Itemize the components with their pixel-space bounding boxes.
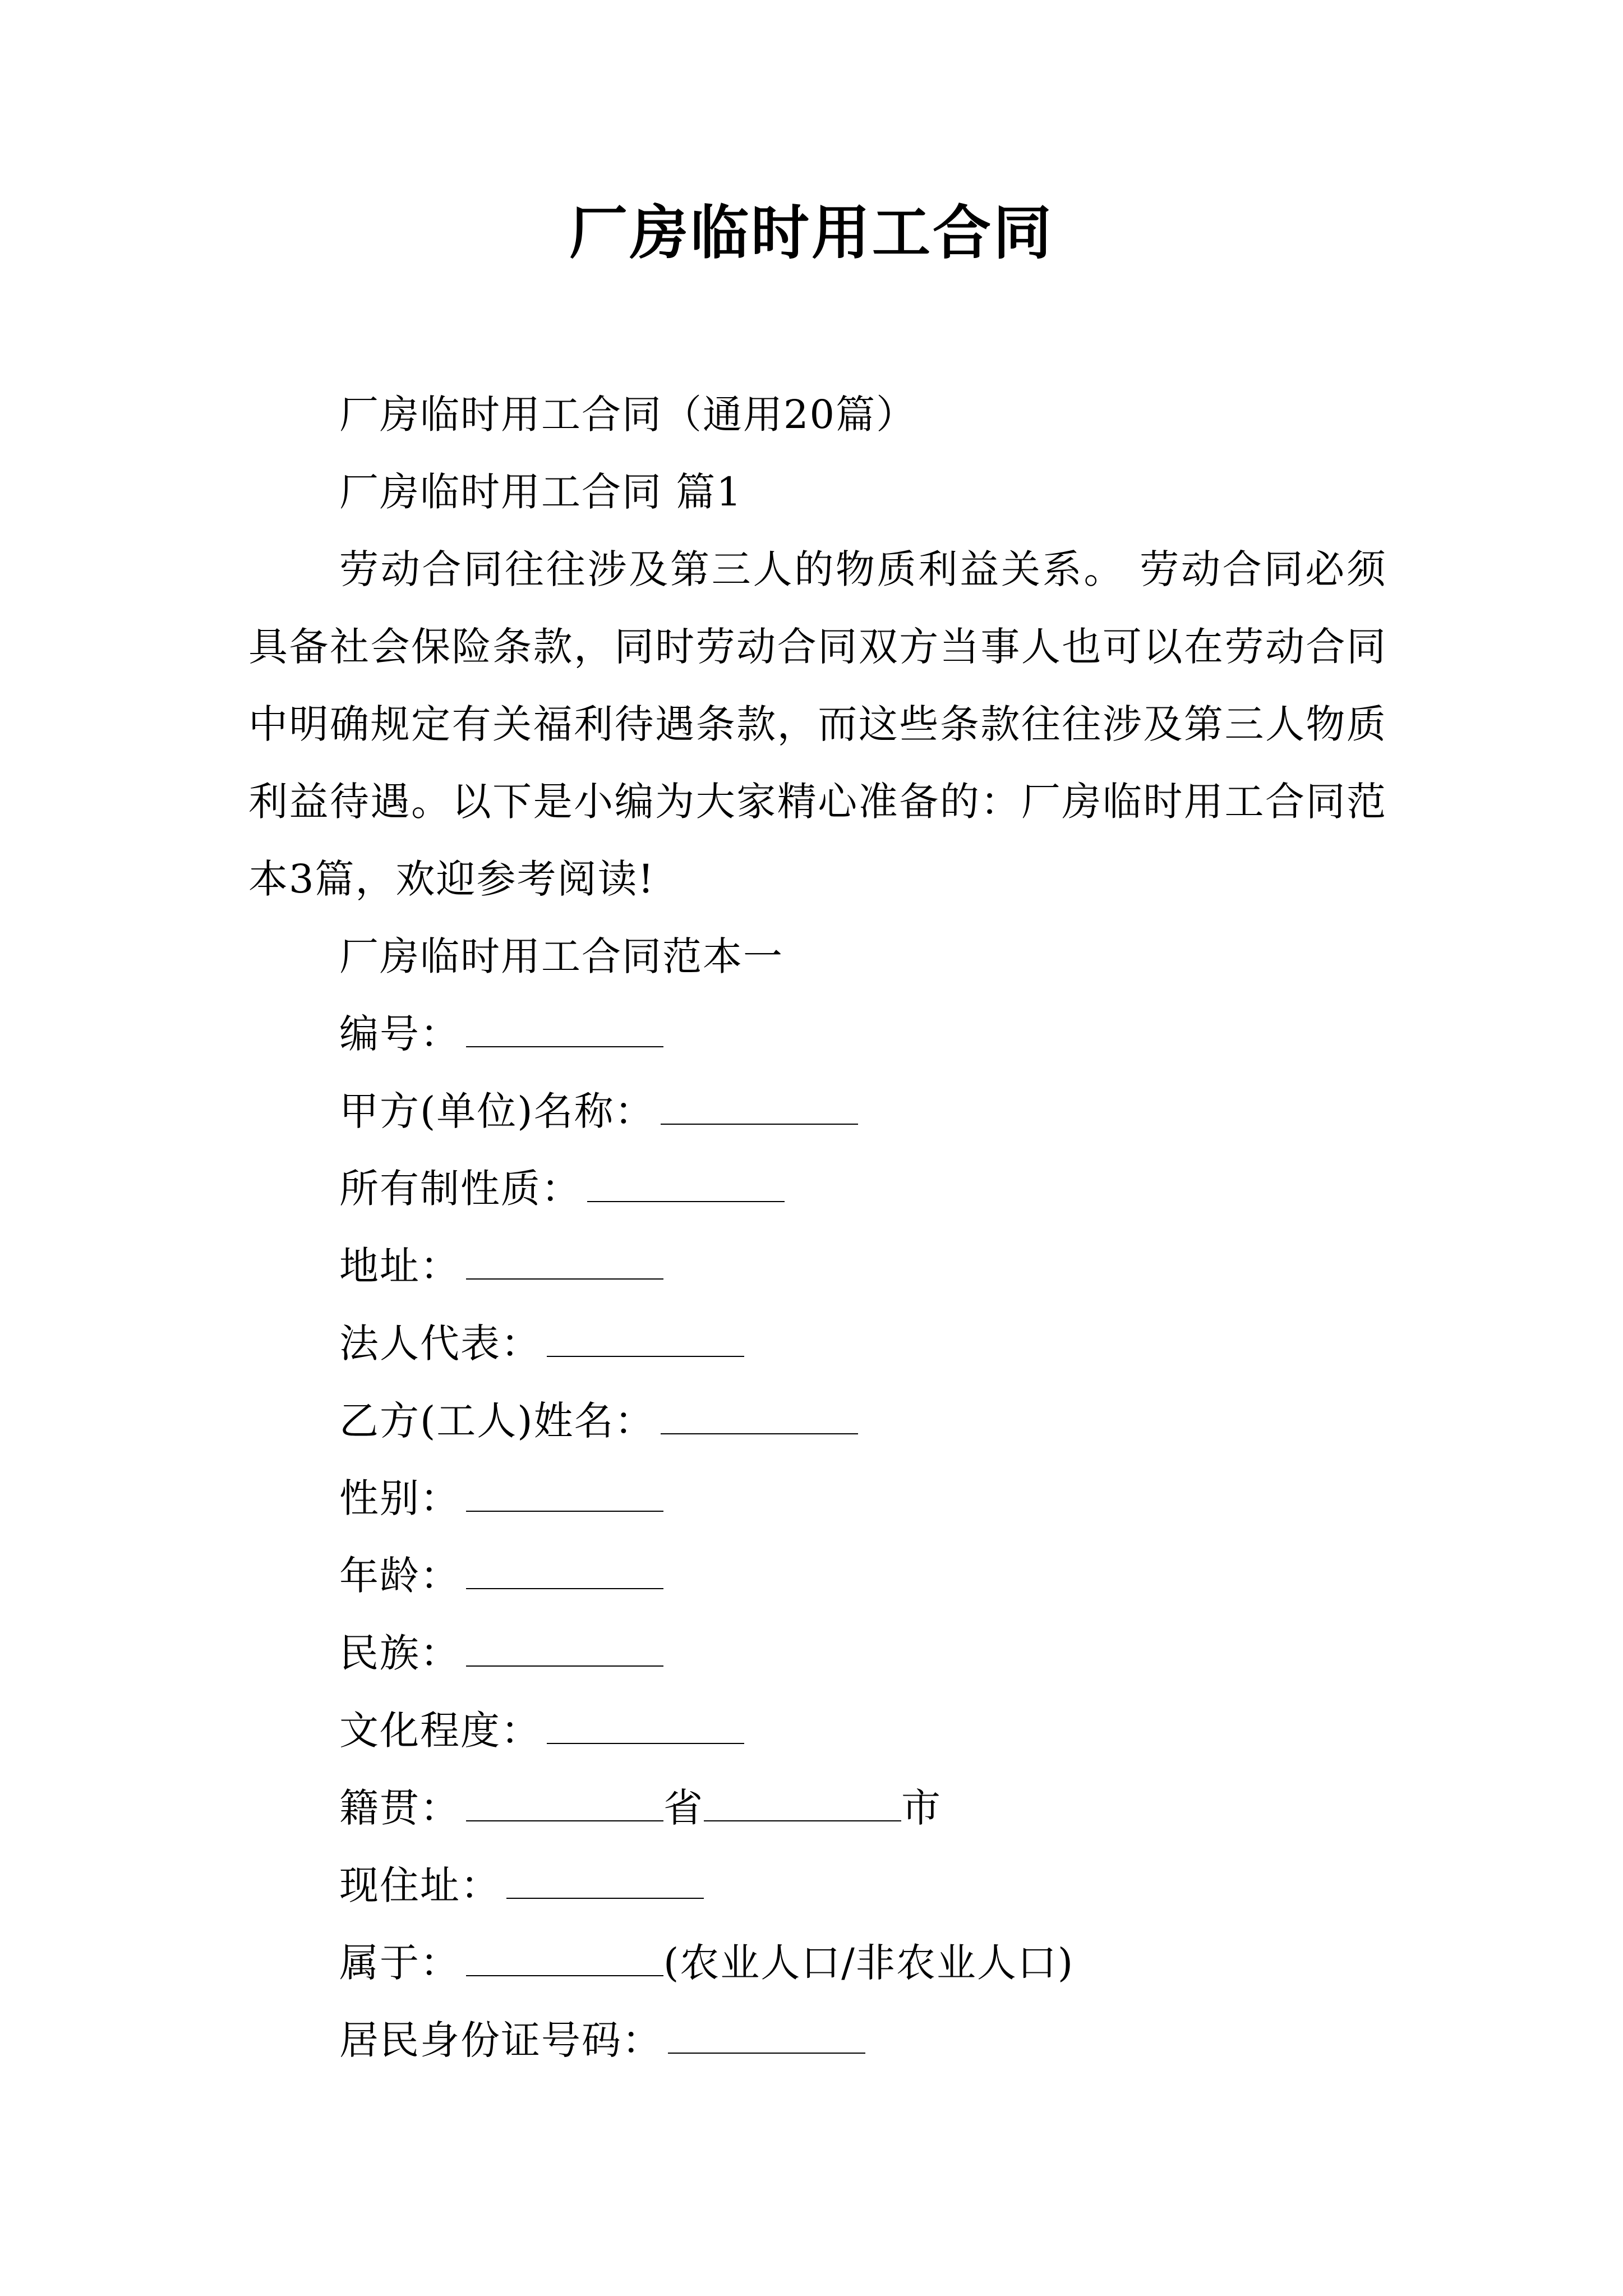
field-education [248,1692,1387,1769]
field-label: 文化程度： [339,1708,541,1754]
field-current-address [248,1847,1387,1924]
sample-heading: 厂房临时用工合同范本一 [339,933,783,979]
field-label: 乙方(工人)姓名： [339,1398,655,1444]
blank-line [466,1245,663,1280]
field-legal-rep [248,1305,1387,1382]
blank-line [668,2019,865,2054]
field-serial-no [248,995,1387,1073]
field-label: 民族： [339,1630,460,1676]
field-label: 性别： [339,1475,460,1521]
field-gender [248,1460,1387,1537]
field-age [248,1537,1387,1614]
blank-line [466,1787,663,1821]
blank-line [587,1167,785,1202]
field-party-a-name [248,1073,1387,1150]
document-title: 厂房临时用工合同 [569,198,1054,267]
city-suffix: 市 [901,1785,942,1831]
blank-line [466,1941,663,1976]
field-label: 籍贯： [339,1785,460,1831]
field-ethnicity [248,1614,1387,1692]
field-label: 法人代表： [339,1320,541,1366]
belongs-options: (农业人口/非农业人口) [663,1940,1075,1986]
field-label: 甲方(单位)名称： [339,1088,655,1134]
blank-line [547,1709,744,1744]
blank-line [661,1090,858,1125]
field-label: 年龄： [339,1553,460,1599]
field-label: 现住址： [339,1862,501,1908]
field-label: 居民身份证号码： [339,2017,662,2063]
field-id-number [248,2001,1387,2079]
field-ownership [248,1150,1387,1227]
field-party-b-name [248,1382,1387,1460]
blank-line [661,1400,858,1434]
blank-line [466,1632,663,1667]
document-subtitle: 厂房临时用工合同（通用20篇） [339,392,917,438]
blank-line [704,1787,901,1821]
field-address [248,1227,1387,1305]
field-belongs-to [248,1924,1387,2001]
field-label: 编号： [339,1011,460,1057]
field-native-place [248,1769,1387,1847]
section-heading: 厂房临时用工合同 篇1 [339,469,743,515]
province-suffix: 省 [663,1785,704,1831]
blank-line [547,1322,744,1357]
blank-line [466,1554,663,1589]
intro-paragraph: 劳动合同往往涉及第三人的物质利益关系。 劳动合同必须具备社会保险条款，同时劳动合同双方当事人也可以在劳动合同中明确规定有关福利待遇条款，而这些条款往往涉及第三人物质利益待遇。以下是小编为大家精心准备的：厂房临时用工合同范本3篇，欢迎参考阅读! [248,546,1387,902]
blank-line [466,1477,663,1512]
blank-line [466,1013,663,1047]
blank-line [506,1864,704,1899]
field-label: 所有制性质： [339,1166,582,1212]
field-label: 属于： [339,1940,460,1986]
field-label: 地址： [339,1243,460,1289]
document-body [248,376,1387,2079]
